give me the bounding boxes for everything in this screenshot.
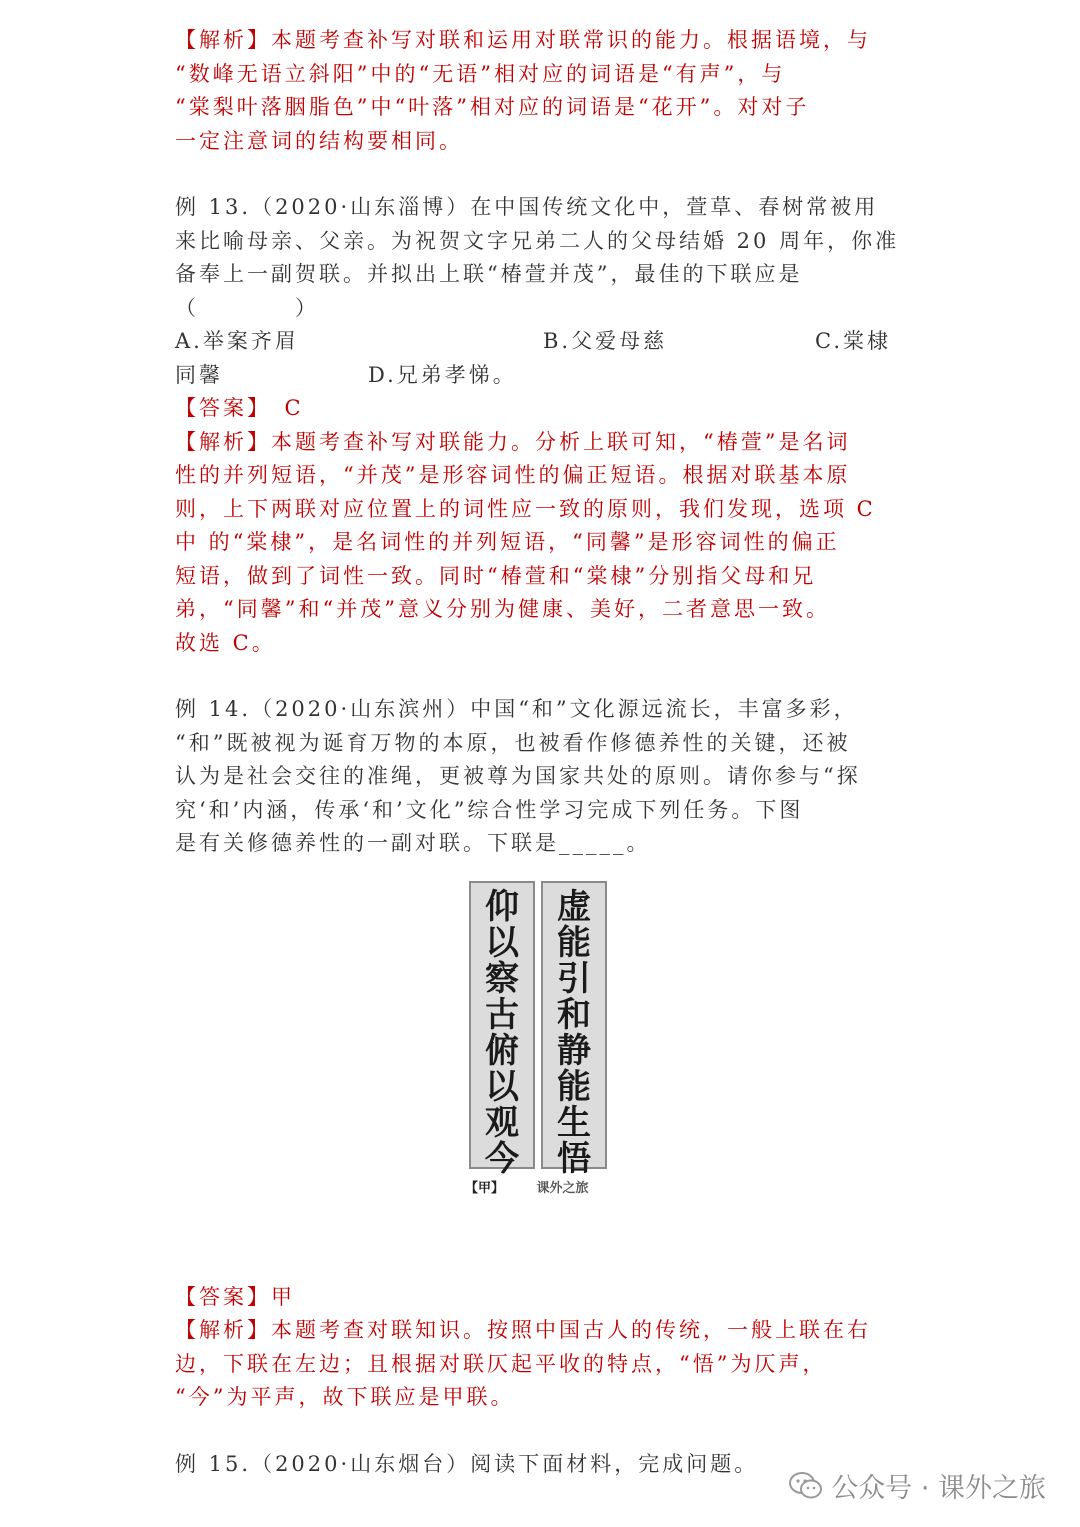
question-line: 例 14.（2020·山东滨州）中国“和”文化源远流长，丰富多彩， [175, 697, 858, 721]
couplet-scroll-left [469, 881, 535, 1179]
answer: 【答案】 C [175, 396, 304, 420]
option-b: B.父爱母慈 [543, 329, 668, 353]
couplet-char: 今 [485, 1138, 519, 1179]
question-line: 来比喻母亲、父亲。为祝贺文字兄弟二人的父母结婚 20 周年，你准 [175, 228, 900, 253]
question-line: “和”既被视为诞育万物的本原，也被看作修德养性的关键，还被 [175, 730, 851, 755]
question-line: 备奉上一副贺联。并拟出上联“椿萱并茂”，最佳的下联应是 [175, 262, 803, 286]
analysis-line: “棠梨叶落胭脂色”中“叶落”相对应的词语是“花开”。对对子 [175, 95, 810, 119]
question-line: 认为是社会交往的准绳，更被尊为国家共处的原则。请你参与“探 [175, 764, 861, 788]
question-line: 究‘和’内涵，传承‘和’文化”综合性学习完成下列任务。下图 [175, 797, 804, 822]
wechat-icon [789, 1471, 823, 1501]
analysis-line: 则，上下两联对应位置上的词性应一致的原则，我们发现，选项 C [175, 496, 876, 521]
analysis-line: 【解析】本题考查对联知识。按照中国古人的传统，一般上联在右 [175, 1318, 871, 1342]
option-d: D.兄弟孝悌。 [368, 362, 517, 387]
analysis-line: 边，下联在左边；且根据对联仄起平收的特点，“悟”为仄声， [175, 1351, 827, 1376]
couplet-caption [465, 1177, 615, 1196]
couplet-char: 引 [557, 958, 591, 999]
option-c-continued: 同馨 [175, 362, 223, 387]
question-line: 例 15.（2020·山东烟台）阅读下面材料，完成问题。 [175, 1451, 759, 1476]
couplet-char: 观 [485, 1102, 519, 1143]
option-c: C.棠棣 [815, 329, 891, 353]
couplet-char: 古 [485, 994, 519, 1035]
document-body [175, 24, 905, 1481]
analysis-line: 一定注意词的结构要相同。 [175, 128, 463, 153]
analysis-line: 中 的“棠棣”，是名词性的并列短语，“同馨”是形容词性的偏正 [175, 530, 840, 554]
couplet-watermark: 课外之旅 [536, 1180, 589, 1196]
answer-blank: （ ） [175, 295, 319, 320]
couplet-char: 生 [557, 1102, 591, 1143]
couplet-char: 能 [557, 922, 591, 963]
analysis-line: 故选 C。 [175, 630, 276, 655]
question-line: 是有关修德养性的一副对联。下联是_____。 [175, 831, 651, 855]
analysis-block-prev [175, 24, 905, 158]
analysis-line: 性的并列短语，“并茂”是形容词性的偏正短语。根据对联基本原 [175, 463, 851, 487]
example-14 [175, 693, 905, 1415]
couplet-char: 察 [485, 958, 519, 999]
analysis-line: 短语，做到了词性一致。同时“椿萱和“棠棣”分别指父母和兄 [175, 563, 817, 588]
analysis-line: “今”为平声，故下联应是甲联。 [175, 1385, 515, 1409]
couplet-char: 以 [485, 1066, 519, 1107]
analysis-line: 【解析】本题考查补写对联能力。分析上联可知，“椿萱”是名词 [175, 429, 851, 454]
couplet-char: 俯 [485, 1030, 519, 1071]
couplet-scroll-right [541, 881, 607, 1179]
couplet-char: 静 [557, 1030, 591, 1071]
couplet-char: 和 [557, 994, 591, 1035]
watermark-text: 公众号 · 课外之旅 [831, 1473, 1046, 1504]
couplet-char: 仰 [485, 886, 519, 927]
couplet-char: 虚 [557, 886, 591, 927]
couplet-figure [175, 861, 905, 1281]
option-a: A.举案齐眉 [175, 329, 299, 353]
options-row [175, 359, 905, 393]
question-line: 例 13.（2020·山东淄博）在中国传统文化中，萱草、春树常被用 [175, 195, 879, 219]
wechat-watermark [789, 1466, 1046, 1505]
example-13 [175, 191, 905, 660]
couplet-label: 【甲】 [465, 1180, 505, 1196]
answer: 【答案】甲 [175, 1284, 295, 1309]
analysis-line: 弟，“同馨”和“并茂”意义分别为健康、美好，二者意思一致。 [175, 597, 830, 621]
analysis-line: “数峰无语立斜阳”中的“无语”相对应的词语是“有声”，与 [175, 61, 786, 86]
options-row [175, 325, 905, 359]
couplet-char: 能 [557, 1066, 591, 1107]
couplet-char: 悟 [557, 1138, 591, 1179]
analysis-line: 【解析】本题考查补写对联和运用对联常识的能力。根据语境，与 [175, 28, 871, 52]
couplet-char: 以 [485, 922, 519, 963]
